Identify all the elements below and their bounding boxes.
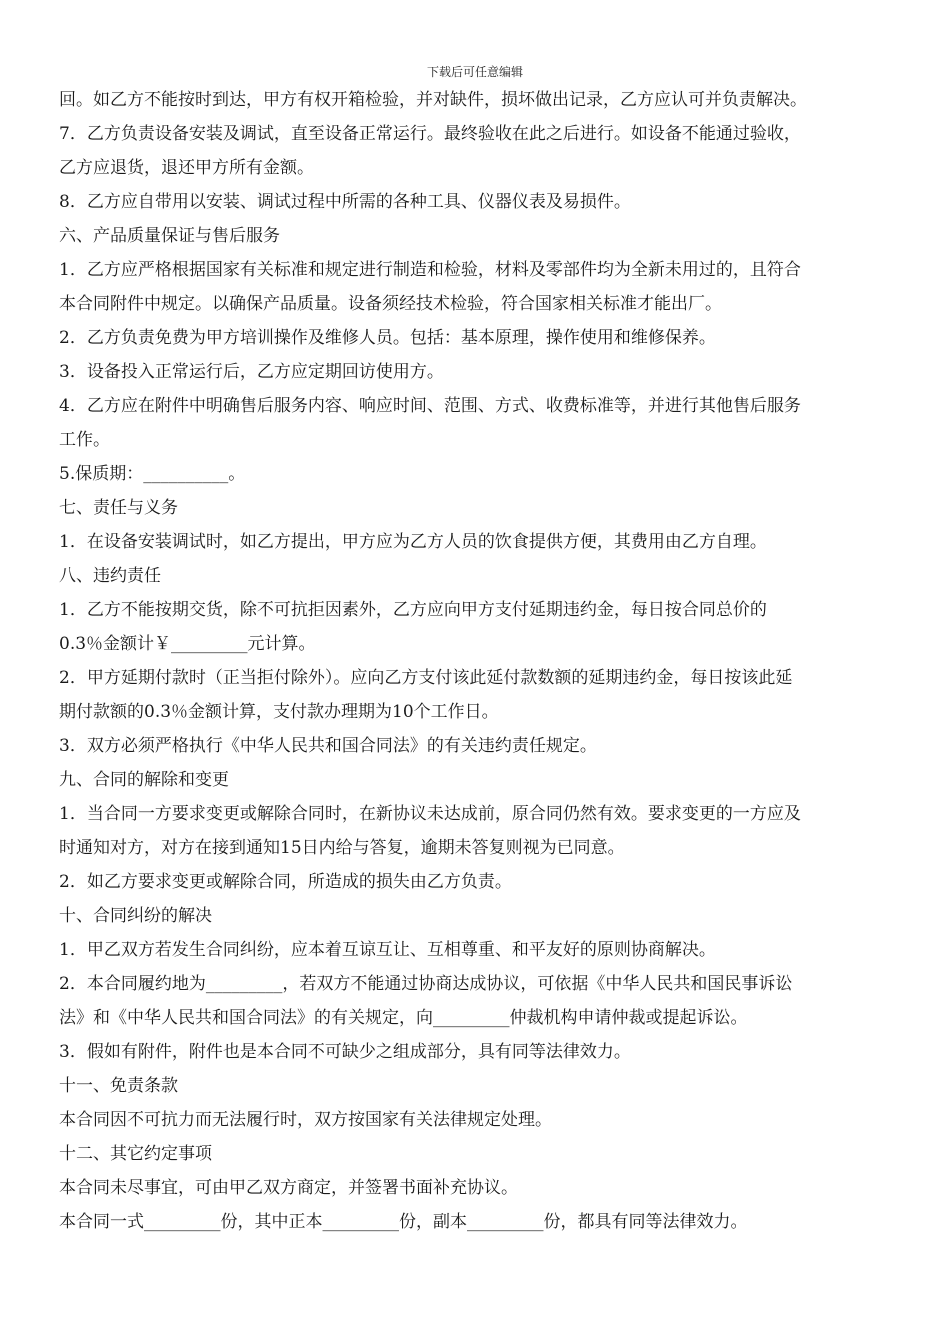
paragraph-line: 7．乙方负责设备安装及调试，直至设备正常运行。最终验收在此之后进行。如设备不能通过验收， bbox=[59, 124, 801, 144]
page-header: 下载后可任意编辑 bbox=[426, 65, 523, 79]
section-heading: 十二、其它约定事项 bbox=[59, 1144, 212, 1164]
paragraph-line: 2．本合同履约地为_________，若双方不能通过协商达成协议，可依据《中华人民共和国民事诉讼 bbox=[59, 974, 793, 994]
paragraph-line: 3．假如有附件，附件也是本合同不可缺少之组成部分，具有同等法律效力。 bbox=[59, 1042, 631, 1062]
paragraph-line: 本合同因不可抗力而无法履行时，双方按国家有关法律规定处理。 bbox=[59, 1110, 552, 1130]
section-heading: 十、合同纠纷的解决 bbox=[59, 906, 212, 926]
paragraph-line: 时通知对方，对方在接到通知15日内给与答复，逾期未答复则视为已同意。 bbox=[59, 838, 625, 858]
paragraph-line: 乙方应退货，退还甲方所有金额。 bbox=[59, 158, 314, 178]
paragraph-line: 法》和《中华人民共和国合同法》的有关规定，向_________仲裁机构申请仲裁或提起诉讼。 bbox=[59, 1008, 748, 1028]
paragraph-line: 3．设备投入正常运行后，乙方应定期回访使用方。 bbox=[59, 362, 444, 382]
paragraph-line: 回。如乙方不能按时到达，甲方有权开箱检验，并对缺件，损坏做出记录，乙方应认可并负责解决。 bbox=[59, 90, 807, 110]
paragraph-line: 2．甲方延期付款时（正当拒付除外）。应向乙方支付该此延付款数额的延期违约金，每日按该此延 bbox=[59, 668, 793, 688]
section-heading: 七、责任与义务 bbox=[59, 498, 178, 518]
paragraph-line: 2．乙方负责免费为甲方培训操作及维修人员。包括：基本原理，操作使用和维修保养。 bbox=[59, 328, 716, 348]
paragraph-line: 本合同附件中规定。以确保产品质量。设备须经技术检验，符合国家相关标准才能出厂。 bbox=[59, 294, 722, 314]
contract-body bbox=[59, 83, 895, 1239]
section-heading: 十一、免责条款 bbox=[59, 1076, 178, 1096]
paragraph-line: 1．乙方应严格根据国家有关标准和规定进行制造和检验，材料及零部件均为全新未用过的，且符合 bbox=[59, 260, 801, 280]
paragraph-line: 4．乙方应在附件中明确售后服务内容、响应时间、范围、方式、收费标准等，并进行其他售后服务 bbox=[59, 396, 801, 416]
section-heading: 八、违约责任 bbox=[59, 566, 161, 586]
paragraph-line: 1．甲乙双方若发生合同纠纷，应本着互谅互让、互相尊重、和平友好的原则协商解决。 bbox=[59, 940, 716, 960]
paragraph-line: 1．当合同一方要求变更或解除合同时，在新协议未达成前，原合同仍然有效。要求变更的一方应及 bbox=[59, 804, 801, 824]
paragraph-line: 本合同一式_________份，其中正本_________份，副本_________份，都具有同等法律效力。 bbox=[59, 1212, 748, 1232]
section-heading: 六、产品质量保证与售后服务 bbox=[59, 226, 280, 246]
paragraph-line: 8．乙方应自带用以安装、调试过程中所需的各种工具、仪器仪表及易损件。 bbox=[59, 192, 631, 212]
paragraph-line: 0.3％金额计￥_________元计算。 bbox=[59, 634, 316, 654]
paragraph-line: 2．如乙方要求变更或解除合同，所造成的损失由乙方负责。 bbox=[59, 872, 512, 892]
paragraph-line: 期付款额的0.3％金额计算，支付款办理期为10个工作日。 bbox=[59, 702, 499, 722]
paragraph-line: 1．乙方不能按期交货，除不可抗拒因素外，乙方应向甲方支付延期违约金，每日按合同总价的 bbox=[59, 600, 767, 620]
paragraph-line: 工作。 bbox=[59, 430, 110, 450]
paragraph-line: 3．双方必须严格执行《中华人民共和国合同法》的有关违约责任规定。 bbox=[59, 736, 597, 756]
warranty-period-line: 5.保质期：__________。 bbox=[59, 464, 246, 484]
paragraph-line: 1．在设备安装调试时，如乙方提出，甲方应为乙方人员的饮食提供方便，其费用由乙方自理。 bbox=[59, 532, 767, 552]
paragraph-line: 本合同未尽事宜，可由甲乙双方商定，并签署书面补充协议。 bbox=[59, 1178, 518, 1198]
section-heading: 九、合同的解除和变更 bbox=[59, 770, 229, 790]
